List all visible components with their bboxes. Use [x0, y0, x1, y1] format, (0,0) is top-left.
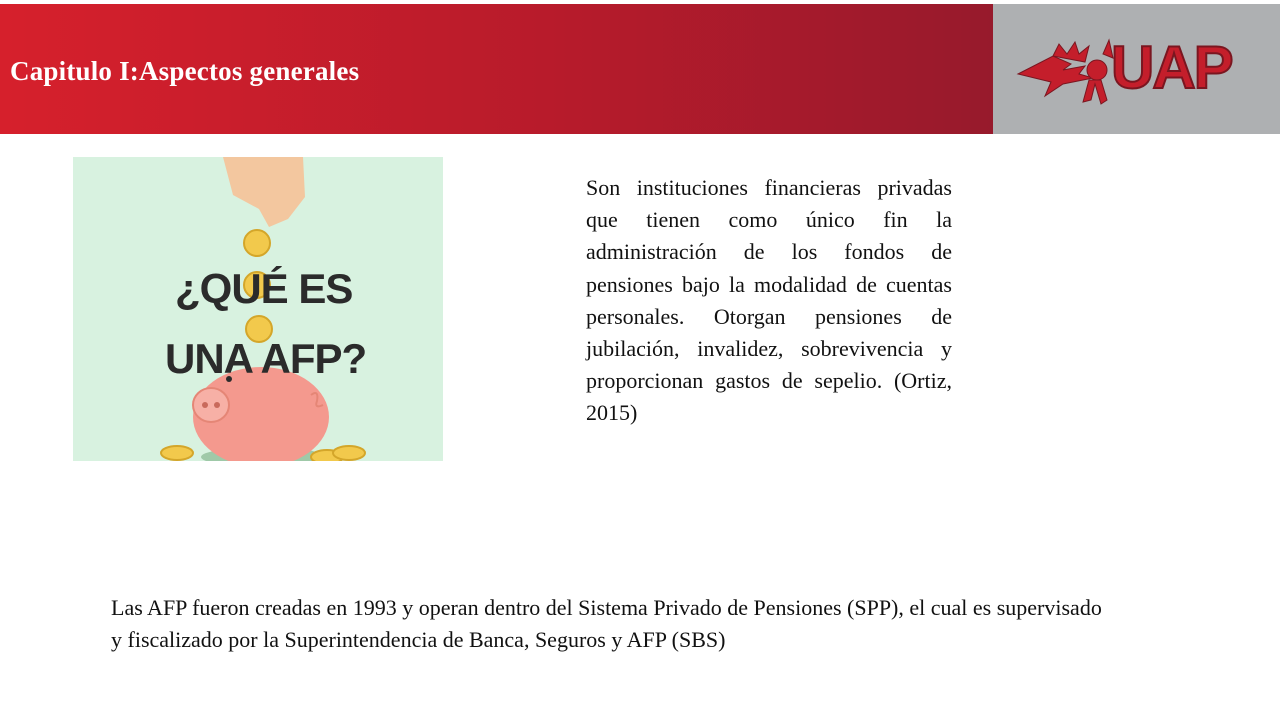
afp-illustration: [73, 157, 443, 461]
logo-wordmark: UAP: [1111, 34, 1232, 101]
page-title: Capitulo I:Aspectos generales: [10, 56, 360, 86]
uap-logo: [993, 4, 1280, 134]
illustration-heading-line2: UNA AFP?: [165, 335, 367, 382]
illustration-heading-line1: ¿QUÉ ES: [175, 265, 353, 312]
afp-history-text: Las AFP fueron creadas en 1993 y operan dentro del Sistema Privado de Pensiones (SPP), el cual es supervisado y fiscalizado por la Superintendencia de Banca, Seguros y AFP (SBS): [111, 595, 1102, 652]
header-banner: [0, 4, 993, 134]
afp-definition-text: Son instituciones financieras privadas que tienen como único fin la administración de los fondos de pensiones bajo la modalidad de cuentas personales. Otorgan pensiones de jubilación, invalidez, sobrevivencia y proporcionan gastos de sepelio. (Ortiz, 2015): [586, 175, 952, 426]
